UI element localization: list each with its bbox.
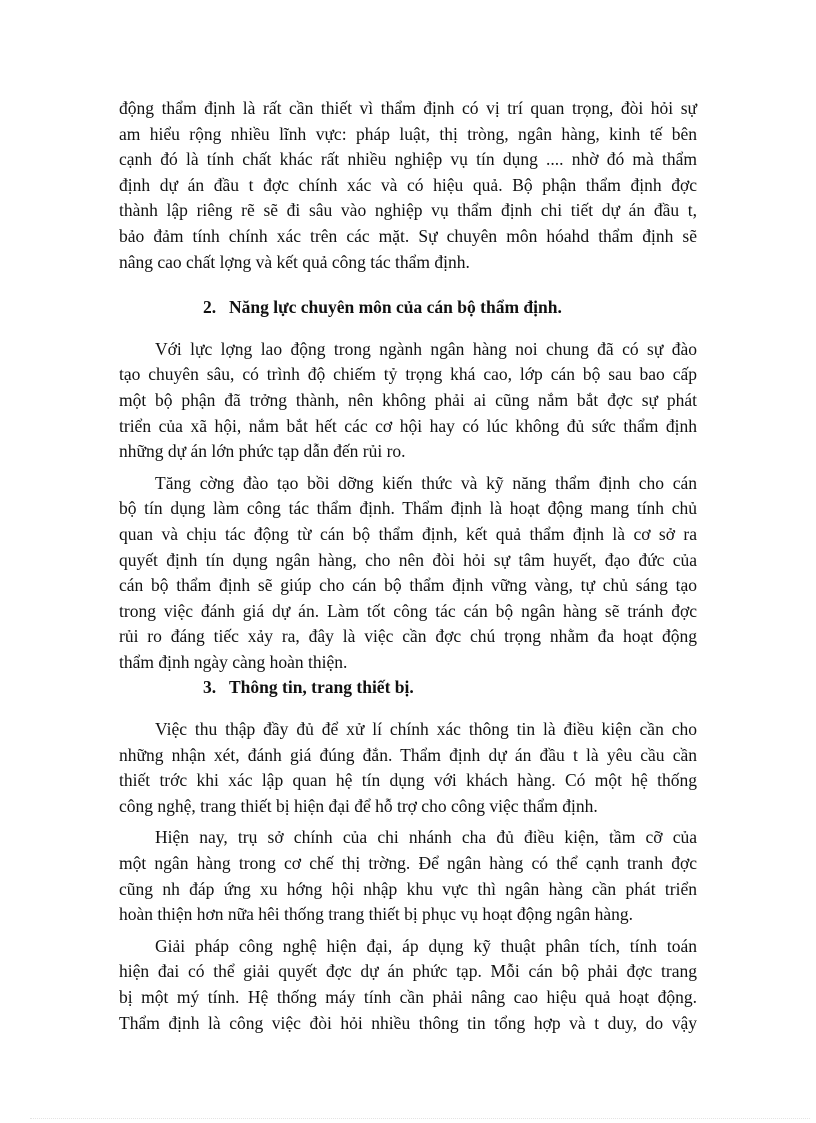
section-heading-3 xyxy=(119,675,697,701)
text-line: Với lực lợng lao động trong ngành ngân hàng noi chung đã có sự đào xyxy=(155,338,697,359)
text-line: triển của xã hội, nắm bắt hết các cơ hội hay có lúc không đủ sức thẩm định xyxy=(119,415,697,436)
text-line: quan và chịu tác động từ cán bộ thẩm định, kết quả thẩm định là cơ sở ra xyxy=(119,523,697,544)
text-line: Việc thu thập đầy đủ để xử lí chính xác thông tin là điều kiện cần cho xyxy=(155,719,697,740)
text-line: rủi ro đáng tiếc xảy ra, đây là việc cần đợc chú trọng nhằm đa hoạt động xyxy=(119,626,697,647)
text-line: tạo chuyên sâu, có trình độ chiếm tỷ trọng khá cao, lớp cán bộ sau bao cấp xyxy=(119,364,697,385)
text-line: cạnh đó là tính chất khác rất nhiều nghiệp vụ tín dụng .... nhờ đó mà thẩm xyxy=(119,149,697,170)
text-line: Giải pháp công nghệ hiện đại, áp dụng kỹ thuật phân tích, tính toán xyxy=(155,935,697,956)
text-line: bị một mý tính. Hệ thống máy tính cần phải nâng cao hiệu quả hoạt động. xyxy=(119,987,697,1007)
text-line: những dự án lớn phức tạp dẫn đến rủi ro. xyxy=(119,441,406,462)
document-body xyxy=(119,96,697,1036)
text-line: động thẩm định là rất cần thiết vì thẩm định có vị trí quan trọng, đòi hỏi sự xyxy=(119,98,697,118)
text-line: Tăng cờng đào tạo bồi dỡng kiến thức và kỹ năng thẩm định cho cán xyxy=(155,472,697,493)
heading-text: Thông tin, trang thiết bị. xyxy=(229,677,414,698)
text-line: trong việc đánh giá dự án. Làm tốt công tác cán bộ ngân hàng sẽ tránh đợc xyxy=(119,600,697,621)
paragraph-training xyxy=(119,471,697,676)
text-line: cán bộ thẩm định sẽ giúp cho cán bộ thẩm định vững vàng, tự chủ sáng tạo xyxy=(119,575,697,596)
text-line: hiện đai có thể giải quyết đợc dự án phức tạp. Mỗi cán bộ phải đợc trang xyxy=(119,961,697,982)
paragraph-staff-capacity xyxy=(119,337,697,465)
text-line: quyết định tín dụng ngân hàng, cho nên đòi hỏi sự tâm huyết, đạo đức của xyxy=(119,549,697,570)
heading-number: 2. xyxy=(203,297,217,318)
text-line: thiết trớc khi xác lập quan hệ tín dụng với khách hàng. Có một hệ thống xyxy=(119,770,697,791)
text-line: bộ tín dụng làm công tác thẩm định. Thẩm định là hoạt động mang tính chủ xyxy=(119,498,697,519)
text-line: một ngân hàng trong cơ chế thị trờng. Để ngân hàng có thể cạnh tranh đợc xyxy=(119,853,697,874)
text-line: Hiện nay, trụ sở chính của chi nhánh cha đủ điều kiện, tầm cỡ của xyxy=(155,827,697,848)
paragraph-technology xyxy=(119,934,697,1036)
text-line: một bộ phận đã trởng thành, nên không phải ai cũng nắm bắt đợc sự phát xyxy=(119,389,697,410)
text-line: Thẩm định là công việc đòi hỏi nhiều thông tin tổng hợp và t duy, do vậy xyxy=(119,1012,697,1033)
text-line: công nghệ, trang thiết bị hiện đại để hỗ trợ cho công việc thẩm định. xyxy=(119,795,598,816)
text-line: hoàn thiện hơn nữa hêi thống trang thiết bị phục vụ hoạt động ngân hàng. xyxy=(119,904,633,925)
page-bottom-rule xyxy=(30,1118,810,1119)
text-line: thành lập riêng rẽ sẽ đi sâu vào nghiệp vụ thẩm định chi tiết dự án đầu t, xyxy=(119,200,697,221)
section-heading-2 xyxy=(119,295,697,321)
text-line: định dự án đầu t đợc chính xác và có hiệu quả. Bộ phận thẩm định đợc xyxy=(119,174,697,195)
text-line: những nhận xét, đánh giá đúng đắn. Thẩm định dự án đầu t là yêu cầu cần xyxy=(119,744,697,765)
text-line: am hiểu rộng nhiều lĩnh vực: pháp luật, thị tròng, ngân hàng, kinh tế bên xyxy=(119,123,697,144)
text-line: bảo đảm tính chính xác trên các mặt. Sự chuyên môn hóahd thẩm định sẽ xyxy=(119,225,697,246)
paragraph-information xyxy=(119,717,697,819)
text-line: nâng cao chất lợng và kết quả công tác thẩm định. xyxy=(119,251,470,272)
text-line: thẩm định ngày càng hoàn thiện. xyxy=(119,651,348,672)
text-line: cũng nh đáp ứng xu hớng hội nhập khu vực thì ngân hàng cần phát triển xyxy=(119,878,697,899)
heading-number: 3. xyxy=(203,677,217,698)
paragraph-continuation xyxy=(119,96,697,275)
paragraph-headquarters xyxy=(119,825,697,927)
heading-text: Năng lực chuyên môn của cán bộ thẩm định. xyxy=(229,297,562,318)
